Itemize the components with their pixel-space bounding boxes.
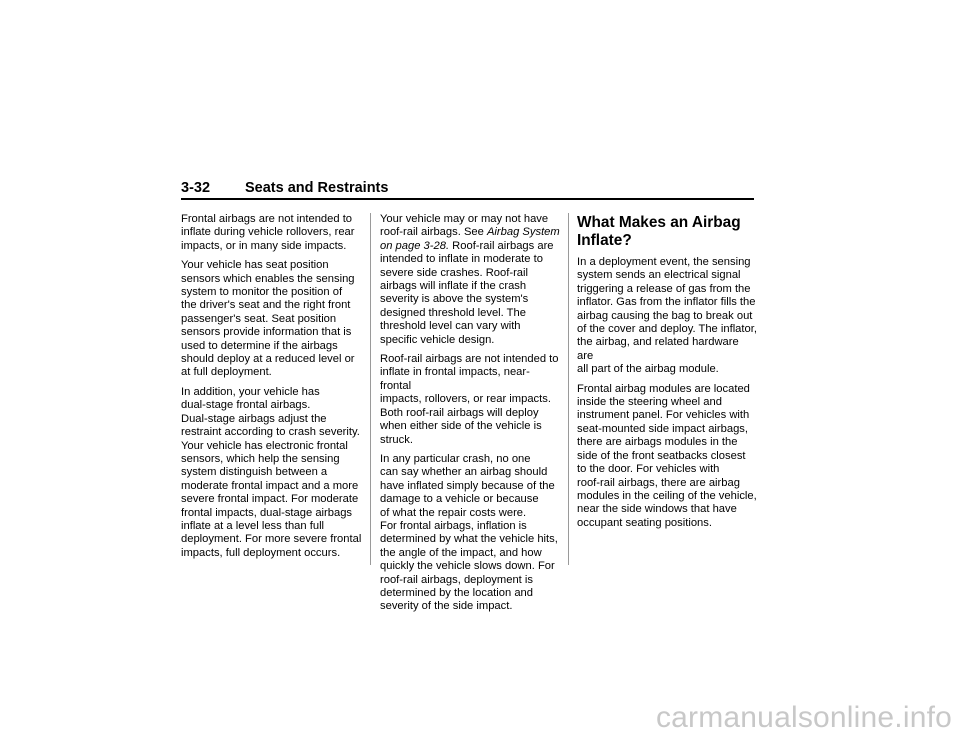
paragraph-deployment-event: In a deployment event, the sensing system sends an electrical signal triggering a release of gas from the inflator. Gas from the inflator fills the airbag causing the bag to break out of the cover and deploy. The inflator, the airbag, and related hardware are all part of the airbag module.	[577, 256, 757, 376]
paragraph-inflation-determined: For frontal airbags, inflation is determined by what the vehicle hits, the angle of the impact, and how quickly the vehicle slows down. For roof-rail airbags, deployment is determined by the location and severity of the side impact.	[380, 519, 558, 613]
column-divider-2	[568, 213, 569, 565]
text-column-3	[577, 213, 757, 536]
paragraph-dual-stage-airbags: In addition, your vehicle has dual-stage frontal airbags. Dual-stage airbags adjust the restraint according to crash severity. Your vehicle has electronic frontal sensors, which help the sensing system distinguish between a moderate frontal impact and a more severe frontal impact. For moderate frontal impacts, dual-stage airbags inflate at a level less than full deployment. For more severe frontal impacts, full deployment occurs.	[181, 385, 362, 559]
page-number: 3-32	[181, 180, 211, 196]
paragraph-roof-rail-airbags	[380, 213, 560, 347]
text-column-1	[181, 213, 364, 566]
column-divider-1	[370, 213, 371, 565]
paragraph-roof-rail-not-frontal: Roof-rail airbags are not intended to inflate in frontal impacts, near-frontal impacts, rollovers, or rear impacts. Both roof-rail airbags will deploy when either side of the vehicle is struck.	[380, 353, 559, 446]
text-column-2	[380, 213, 560, 620]
subsection-heading: What Makes an Airbag Inflate?	[577, 214, 741, 249]
paragraph-frontal-airbags-rollovers: Frontal airbags are not intended to inflate during vehicle rollovers, rear impacts, or in many side impacts.	[181, 213, 355, 252]
watermark-text: carmanualsonline.info	[655, 701, 952, 734]
page-header	[181, 180, 754, 200]
airbag-system-cross-reference: Airbag System on page 3-28.	[380, 226, 560, 252]
paragraph-airbag-module-locations: Frontal airbag modules are located inside the steering wheel and instrument panel. For vehicles with seat-mounted side impact airbags, there are airbags modules in the side of the front seatbacks closest to the door. For vehicles with roof-rail airbags, there are airbag modules in the ceiling of the vehicle, near the side windows that have occupant seating positions.	[577, 382, 757, 529]
paragraph-particular-crash: In any particular crash, no one can say whether an airbag should have inflated simply because of the damage to a vehicle or because of what the repair costs were.	[380, 452, 555, 519]
paragraph-roof-rail-text-end: Roof-rail airbags are intended to inflate in moderate to severe side crashes. Roof-rail airbags will inflate if the crash severity is above the system's designed threshold level. The threshold level can vary with specific vehicle design.	[380, 239, 554, 346]
paragraph-roof-rail-text-start: Your vehicle may or may not have roof-rail airbags. See	[380, 213, 549, 239]
paragraph-seat-position-sensors: Your vehicle has seat position sensors which enables the sensing system to monitor the position of the driver's seat and the right front passenger's seat. Seat position sensors provide information that is used to determine if the airbags should deploy at a reduced level or at full deployment.	[181, 259, 355, 379]
section-title: Seats and Restraints	[245, 180, 389, 196]
